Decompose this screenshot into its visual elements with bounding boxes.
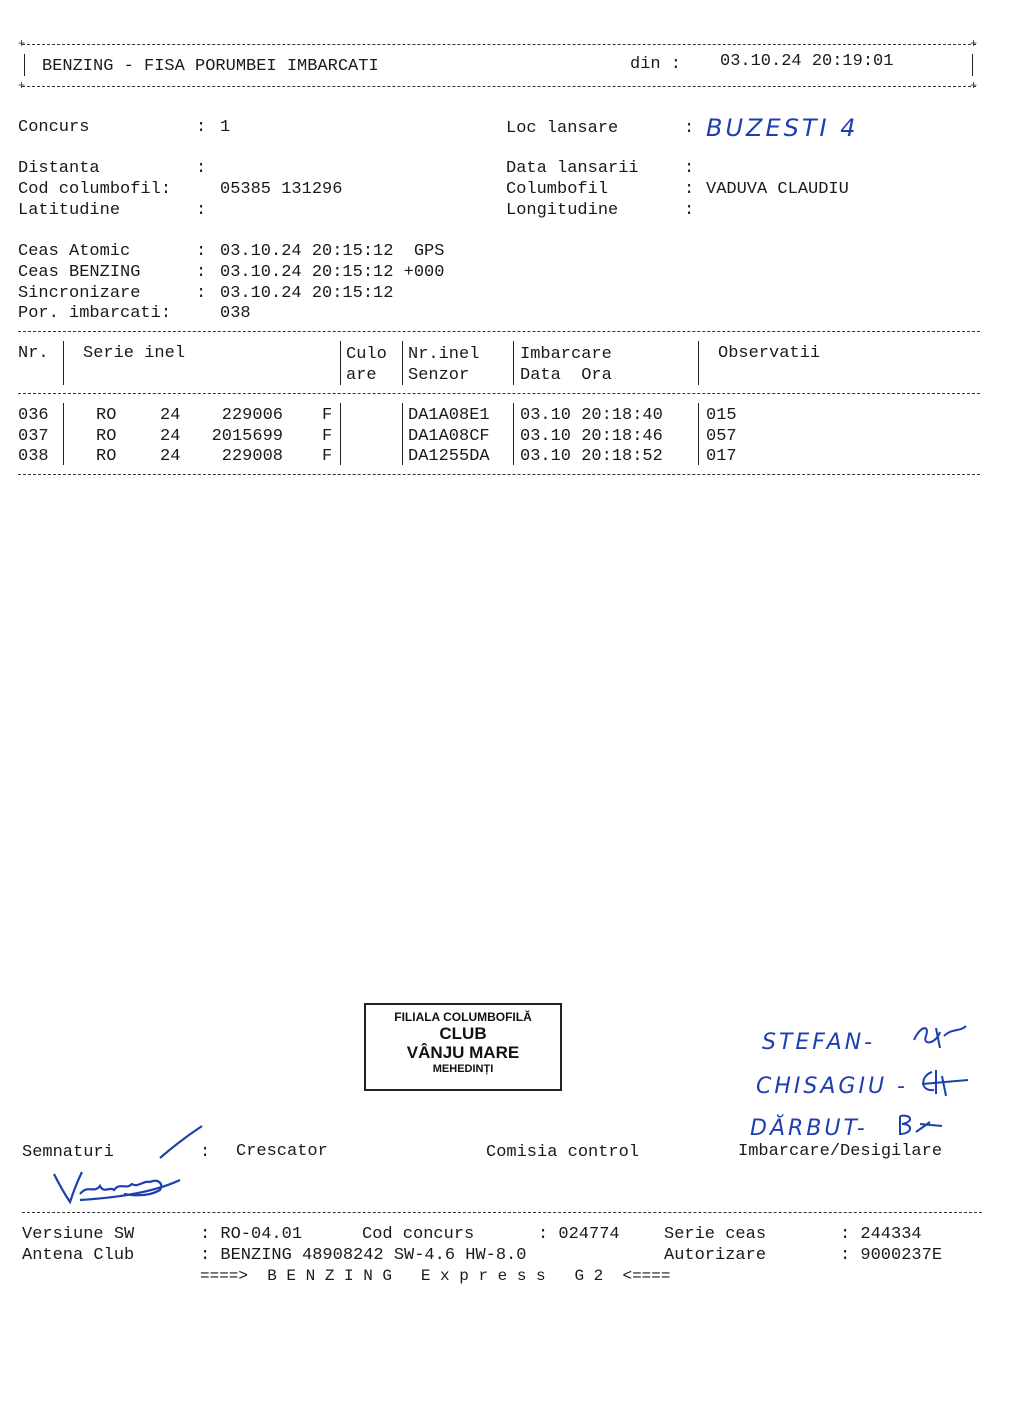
club-stamp xyxy=(364,1003,562,1091)
stamp-line: FILIALA COLUMBOFILĂ xyxy=(394,1010,532,1024)
commission-member-3: DĂRBUT- xyxy=(750,1116,868,1141)
table-bottom-rule xyxy=(18,474,980,475)
cod-concurs-value: : 024774 xyxy=(538,1225,620,1244)
header-bottom-rule xyxy=(22,86,976,87)
stamp-line: VÂNJU MARE xyxy=(406,1043,520,1063)
colon: : xyxy=(196,201,207,220)
semnaturi-label: Semnaturi xyxy=(22,1143,114,1162)
antena-club-label: Antena Club xyxy=(22,1246,135,1265)
versiune-sw-value: : RO-04.01 xyxy=(200,1225,303,1244)
row-an: 24 xyxy=(160,406,181,425)
table-col-divider xyxy=(340,341,341,385)
col-header-observatii: Observatii xyxy=(718,344,821,363)
breeder-signature-icon xyxy=(40,1124,210,1214)
ceas-atomic-value: 03.10.24 20:15:12 GPS xyxy=(220,242,445,261)
colon: : xyxy=(196,263,207,282)
table-col-divider xyxy=(63,341,64,385)
commission-member-2: CHISAGIU - xyxy=(756,1074,908,1099)
header-corner: + xyxy=(970,79,978,93)
commission-signature-1-icon xyxy=(906,1014,970,1054)
row-imbarcare: 03.10 20:18:40 xyxy=(520,406,663,425)
table-top-rule xyxy=(18,331,980,332)
header-corner: + xyxy=(18,37,26,51)
concurs-value: 1 xyxy=(220,118,231,137)
ceas-benzing-label: Ceas BENZING xyxy=(18,263,141,282)
cod-columbofil-value: 05385 131296 xyxy=(220,180,343,199)
row-imbarcare: 03.10 20:18:46 xyxy=(520,427,663,446)
ceas-atomic-label: Ceas Atomic xyxy=(18,242,131,261)
page-title: BENZING - FISA PORUMBEI IMBARCATI xyxy=(42,57,379,76)
crescator-label: Crescator xyxy=(236,1142,328,1161)
table-col-divider xyxy=(402,403,403,465)
row-an: 24 xyxy=(160,427,181,446)
col-header-data-ora: Data Ora xyxy=(520,366,612,385)
date-label: din : xyxy=(630,55,682,74)
header-left-bar xyxy=(24,54,25,76)
row-an: 24 xyxy=(160,447,181,466)
autorizare-label: Autorizare xyxy=(664,1246,767,1265)
ceas-benzing-value: 03.10.24 20:15:12 +000 xyxy=(220,263,445,282)
serie-ceas-value: : 244334 xyxy=(840,1225,922,1244)
row-observatii: 017 xyxy=(706,447,737,466)
row-observatii: 015 xyxy=(706,406,737,425)
colon: : xyxy=(196,159,207,178)
row-numar: 229006 xyxy=(221,406,283,425)
table-col-divider xyxy=(402,341,403,385)
antena-club-value: : BENZING 48908242 SW-4.6 HW-8.0 xyxy=(200,1246,527,1265)
loc-lansare-label: Loc lansare xyxy=(506,119,619,138)
table-col-divider xyxy=(340,403,341,465)
col-header-serie: Serie inel xyxy=(83,344,186,363)
sincronizare-value: 03.10.24 20:15:12 xyxy=(220,284,394,303)
brand-line: ====> B E N Z I N G E x p r e s s G 2 <==== xyxy=(200,1267,671,1285)
row-senzor: DA1A08E1 xyxy=(408,406,490,425)
header-corner: + xyxy=(970,37,978,51)
row-imbarcare: 03.10 20:18:52 xyxy=(520,447,663,466)
colon: : xyxy=(684,201,695,220)
col-header-culoare: are xyxy=(346,366,377,385)
col-header-senzor: Senzor xyxy=(408,366,470,385)
sincronizare-label: Sincronizare xyxy=(18,284,141,303)
colon: : xyxy=(684,119,695,138)
footer-top-rule xyxy=(22,1212,982,1213)
row-sex: F xyxy=(322,447,333,466)
stamp-line: CLUB xyxy=(439,1024,487,1044)
cod-columbofil-label: Cod columbofil: xyxy=(18,180,172,199)
header-right-bar xyxy=(972,54,973,76)
autorizare-value: : 9000237E xyxy=(840,1246,943,1265)
columbofil-value: VADUVA CLAUDIU xyxy=(706,180,849,199)
table-col-divider xyxy=(513,403,514,465)
header-top-rule xyxy=(22,44,976,45)
row-numar: 229008 xyxy=(221,447,283,466)
row-tara: RO xyxy=(96,427,117,446)
row-senzor: DA1255DA xyxy=(408,447,490,466)
colon: : xyxy=(196,242,207,261)
table-col-divider xyxy=(513,341,514,385)
data-lansarii-label: Data lansarii xyxy=(506,159,639,178)
columbofil-label: Columbofil xyxy=(506,180,609,199)
commission-signature-2-icon xyxy=(912,1062,972,1102)
cod-concurs-label: Cod concurs xyxy=(362,1225,475,1244)
latitudine-label: Latitudine xyxy=(18,201,121,220)
comisia-control-label: Comisia control xyxy=(486,1143,640,1162)
table-col-divider xyxy=(698,403,699,465)
colon: : xyxy=(200,1143,211,1162)
colon: : xyxy=(684,180,695,199)
commission-signature-3-icon xyxy=(890,1104,950,1144)
row-nr: 037 xyxy=(18,427,49,446)
serie-ceas-label: Serie ceas xyxy=(664,1225,767,1244)
porumbei-imbarcati-label: Por. imbarcati: xyxy=(18,304,172,323)
concurs-label: Concurs xyxy=(18,118,90,137)
stamp-line: MEHEDINȚI xyxy=(432,1062,494,1075)
print-date: 03.10.24 20:19:01 xyxy=(720,52,894,71)
versiune-sw-label: Versiune SW xyxy=(22,1225,135,1244)
row-observatii: 057 xyxy=(706,427,737,446)
row-nr: 038 xyxy=(18,447,49,466)
commission-member-1: STEFAN- xyxy=(762,1030,876,1055)
table-col-divider xyxy=(698,341,699,385)
row-sex: F xyxy=(322,406,333,425)
table-col-divider xyxy=(63,403,64,465)
porumbei-imbarcati-value: 038 xyxy=(220,304,251,323)
row-numar: 2015699 xyxy=(211,427,283,446)
col-header-imbarcare: Imbarcare xyxy=(520,345,612,364)
col-header-nr: Nr. xyxy=(18,344,49,363)
row-tara: RO xyxy=(96,406,117,425)
col-header-nrinel: Nr.inel xyxy=(408,345,480,364)
colon: : xyxy=(196,284,207,303)
colon: : xyxy=(684,159,695,178)
row-nr: 036 xyxy=(18,406,49,425)
loc-lansare-handwritten: BUZESTI 4 xyxy=(706,114,859,142)
row-senzor: DA1A08CF xyxy=(408,427,490,446)
col-header-culoare: Culo xyxy=(346,345,387,364)
distanta-label: Distanta xyxy=(18,159,100,178)
longitudine-label: Longitudine xyxy=(506,201,619,220)
table-header-rule xyxy=(18,393,980,394)
row-sex: F xyxy=(322,427,333,446)
colon: : xyxy=(196,118,207,137)
imbarcare-desigilare-label: Imbarcare/Desigilare xyxy=(738,1142,943,1161)
header-corner: + xyxy=(18,79,26,93)
row-tara: RO xyxy=(96,447,117,466)
